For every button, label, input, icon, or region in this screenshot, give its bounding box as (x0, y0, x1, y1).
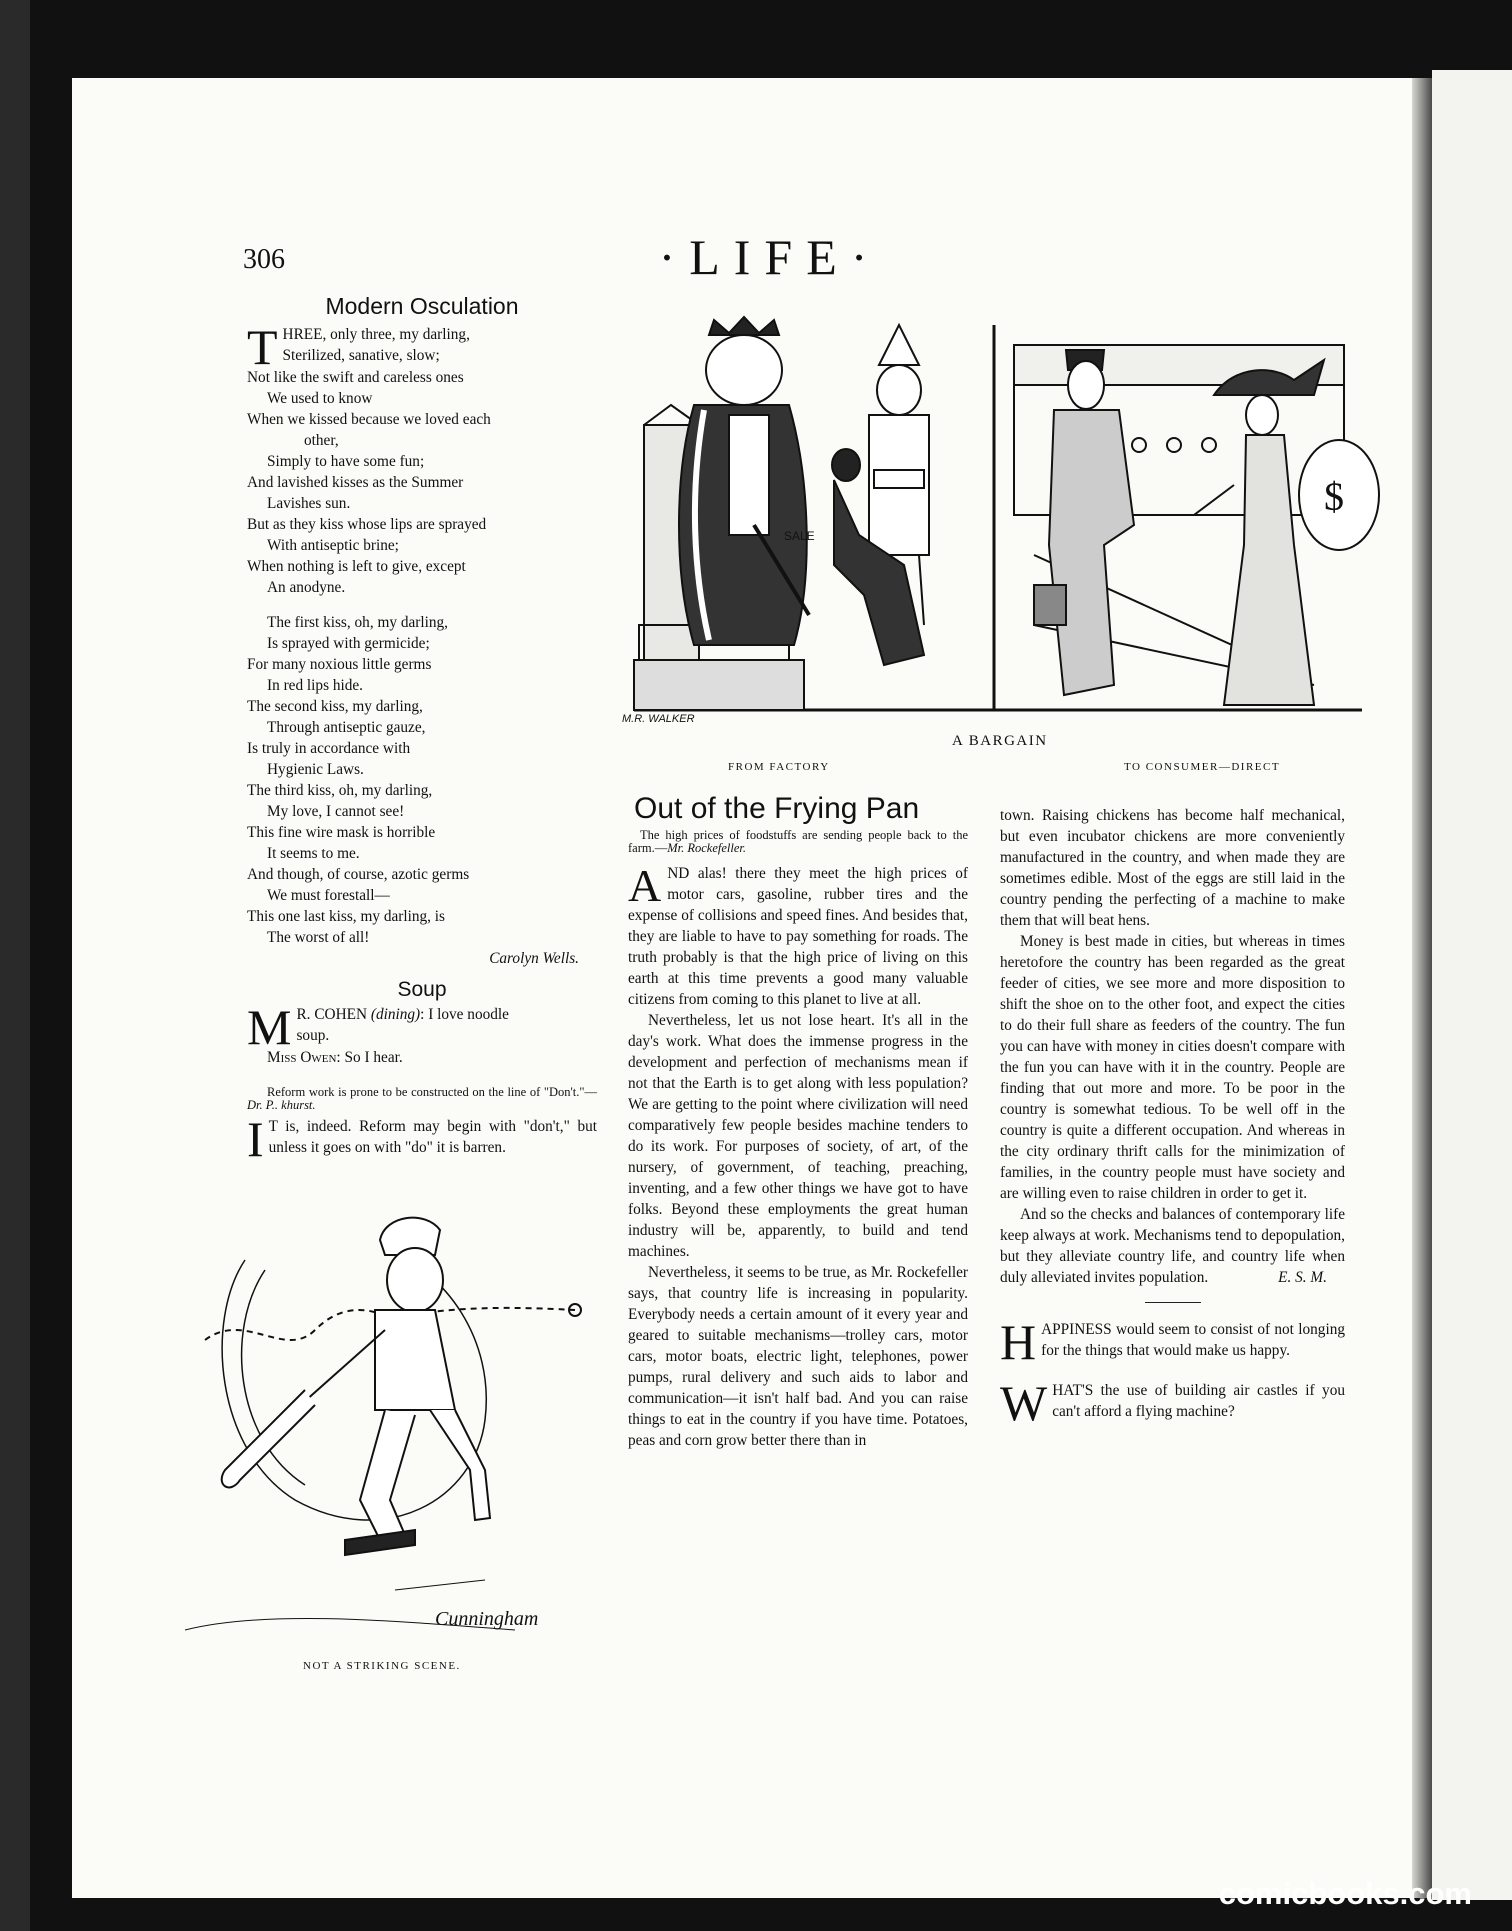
poem-line: The second kiss, my darling, (247, 698, 423, 715)
poem-line: In red lips hide. (267, 677, 364, 694)
cartoon-caption: A BARGAIN (952, 733, 1048, 749)
poem-author: Carolyn Wells. (489, 950, 579, 967)
poem-line: We used to know (267, 390, 373, 407)
whats-drop-cap: W (1000, 1375, 1048, 1431)
reform-paragraph: I T is, indeed. Reform may begin with "don't," but unless it goes on with "do" it is barren. (247, 1111, 597, 1167)
poem-line: The worst of all! (267, 929, 370, 946)
poem-line: When we kissed because we loved each (247, 411, 491, 428)
poem-line: Is sprayed with germicide; (267, 635, 430, 652)
poem-line: My love, I cannot see! (267, 803, 405, 820)
article-drop-cap: A (628, 860, 662, 911)
soup-drop-cap: M (247, 999, 292, 1055)
poem-line: The third kiss, oh, my darling, (247, 782, 433, 799)
caption-right: TO CONSUMER—DIRECT (1124, 761, 1281, 773)
poem-line: Not like the swift and careless ones (247, 369, 464, 386)
page-gutter-shadow (1412, 78, 1432, 1898)
poem-line: other, (304, 432, 339, 449)
poem-drop-cap: T (247, 319, 278, 375)
divider (1145, 1302, 1201, 1303)
cartoon-signature: M.R. WALKER (622, 713, 695, 725)
scan-binding-shadow (0, 0, 30, 1931)
article-paragraph: Money is best made in cities, but whereas in times heretofore the country has been regarded as the great feeder of cities, we see more and more disposition to shift the shoe on to the other foot, and expect the cities to do their full share as feeders of the country. The fun you can have with money in cities doesn't compare with the fun you can have with it in the country. People are finding that out more and more. To be poor in the country is somewhat tedious. To be well off in the country is quite a different occupation. And whereas in the city ordinary thrift calls for the minimization of families, in the country people must have society and are willing even to raise children in order to get it. (1000, 933, 1345, 1202)
poem-modern-osculation (247, 319, 597, 969)
poem-line: Hygienic Laws. (267, 761, 364, 778)
whats-paragraph: W HAT'S the use of building air castles if you can't afford a flying machine? (1000, 1375, 1345, 1431)
masthead: ·LIFE· (658, 229, 882, 285)
watermark: comicbooks.com (1218, 1876, 1472, 1911)
article-column (628, 792, 968, 1451)
article-paragraph: A ND alas! there they meet the high prices of motor cars, gasoline, rubber tires and the expense of collisions and speed fines. And besides that, they are liable to have to pay something for roads. The truth probably is that the high price of living on this earth at this time prevents a good many valuable citizens from coming to this planet to live at all. (628, 860, 968, 1008)
poem-line: But as they kiss whose lips are sprayed (247, 516, 487, 533)
poem-line: Simply to have some fun; (267, 453, 425, 470)
poem-line: We must forestall— (267, 887, 390, 904)
cartoon-signature-cunningham: Cunningham (435, 1608, 539, 1630)
reform-drop-cap: I (247, 1111, 264, 1167)
happiness-paragraph: H APPINESS would seem to consist of not longing for the things that would make us happy. (1000, 1314, 1345, 1370)
poem-line: When nothing is left to give, except (247, 558, 466, 575)
article-paragraph-continued: town. Raising chickens has become half mechanical, but even incubator chickens are more conveniently manufactured in the country, and when made they are sometimes edible. Most of the eggs are still laid in the country pending the perfecting of a machine to make them that will beat hens. (1000, 807, 1345, 929)
soup-dialogue: M R. COHEN (dining): I love noodle soup. Miss Owen: So I hear. (247, 999, 509, 1066)
article-paragraph: Nevertheless, let us not lose heart. It's all in the day's work. What does the immense progress in the development and perfection of mechanisms mean if not that the Earth is to get along with less population? We are getting to the point where civilization will need comparatively few people besides machine tenders to do its work. For purposes of society, of art, of the nursery, of government, of teaching, preaching, inventing, and a few other things we have got to have folks. Beyond these employments the great human industry will be, apparently, to build and tend machines. (628, 1012, 968, 1260)
adjacent-page-edge (1432, 70, 1512, 1900)
poem-stanza-2 (247, 612, 597, 948)
poem-line: This fine wire mask is horrible (247, 824, 436, 841)
svg-text:$: $ (1324, 474, 1344, 519)
article-paragraph: And so the checks and balances of contemporary life keep always at work. Mechanisms tend to depopulation, but they alleviate country life, and country life when duly alleviated invites population. (1000, 1206, 1345, 1286)
poem-line: Is truly in accordance with (247, 740, 411, 757)
poem-first-line: T HREE, only three, my darling, (247, 319, 470, 375)
sale-sign: SALE (784, 529, 815, 543)
poem-line: With antiseptic brine; (267, 537, 399, 554)
poem-line: Through antiseptic gauze, (267, 719, 426, 736)
caption-left: FROM FACTORY (728, 761, 830, 773)
poem-line: And lavished kisses as the Summer (247, 474, 464, 491)
page-number: 306 (243, 244, 285, 275)
poem-title: Modern Osculation (325, 293, 519, 319)
article-author: E. S. M. (1278, 1269, 1327, 1286)
happiness-drop-cap: H (1000, 1314, 1037, 1370)
poem-line: An anodyne. (267, 579, 346, 596)
soup-title: Soup (397, 978, 447, 1001)
poem-line: The first kiss, oh, my darling, (267, 614, 448, 631)
poem-line: It seems to me. (267, 845, 360, 862)
reform-epigraph: Reform work is prone to be constructed on the line of "Don't."—Dr. P.. khurst. (247, 1085, 597, 1112)
article-paragraph: Nevertheless, it seems to be true, as Mr. Rockefeller says, that country life is increasing in popularity. Everybody needs a certain amount of it every year and geared to suitable mechanisms—trolley cars, motor cars, motor boats, electric light, telephones, power pumps, rural delivery and such aids to labor and communication—it isn't half bad. And you can raise things to eat in the country if you have time. Potatoes, peas and corn grow better there than in (628, 1264, 968, 1449)
baseball-caption: NOT A STRIKING SCENE. (303, 1660, 461, 1672)
poem-line: Sterilized, sanative, slow; (282, 347, 440, 364)
poem-line: And though, of course, azotic germs (247, 866, 470, 883)
cartoon-baseball (185, 1200, 585, 1640)
cartoon-a-bargain (622, 325, 1362, 725)
right-column (1000, 805, 1345, 1431)
poem-line: This one last kiss, my darling, is (247, 908, 446, 925)
article-title: Out of the Frying Pan (634, 792, 920, 825)
poem-line: For many noxious little germs (247, 656, 432, 673)
poem-line: Lavishes sun. (267, 495, 351, 512)
left-column (247, 293, 597, 1167)
article-epigraph: The high prices of foodstuffs are sending people back to the farm.—Mr. Rockefeller. (628, 828, 968, 855)
